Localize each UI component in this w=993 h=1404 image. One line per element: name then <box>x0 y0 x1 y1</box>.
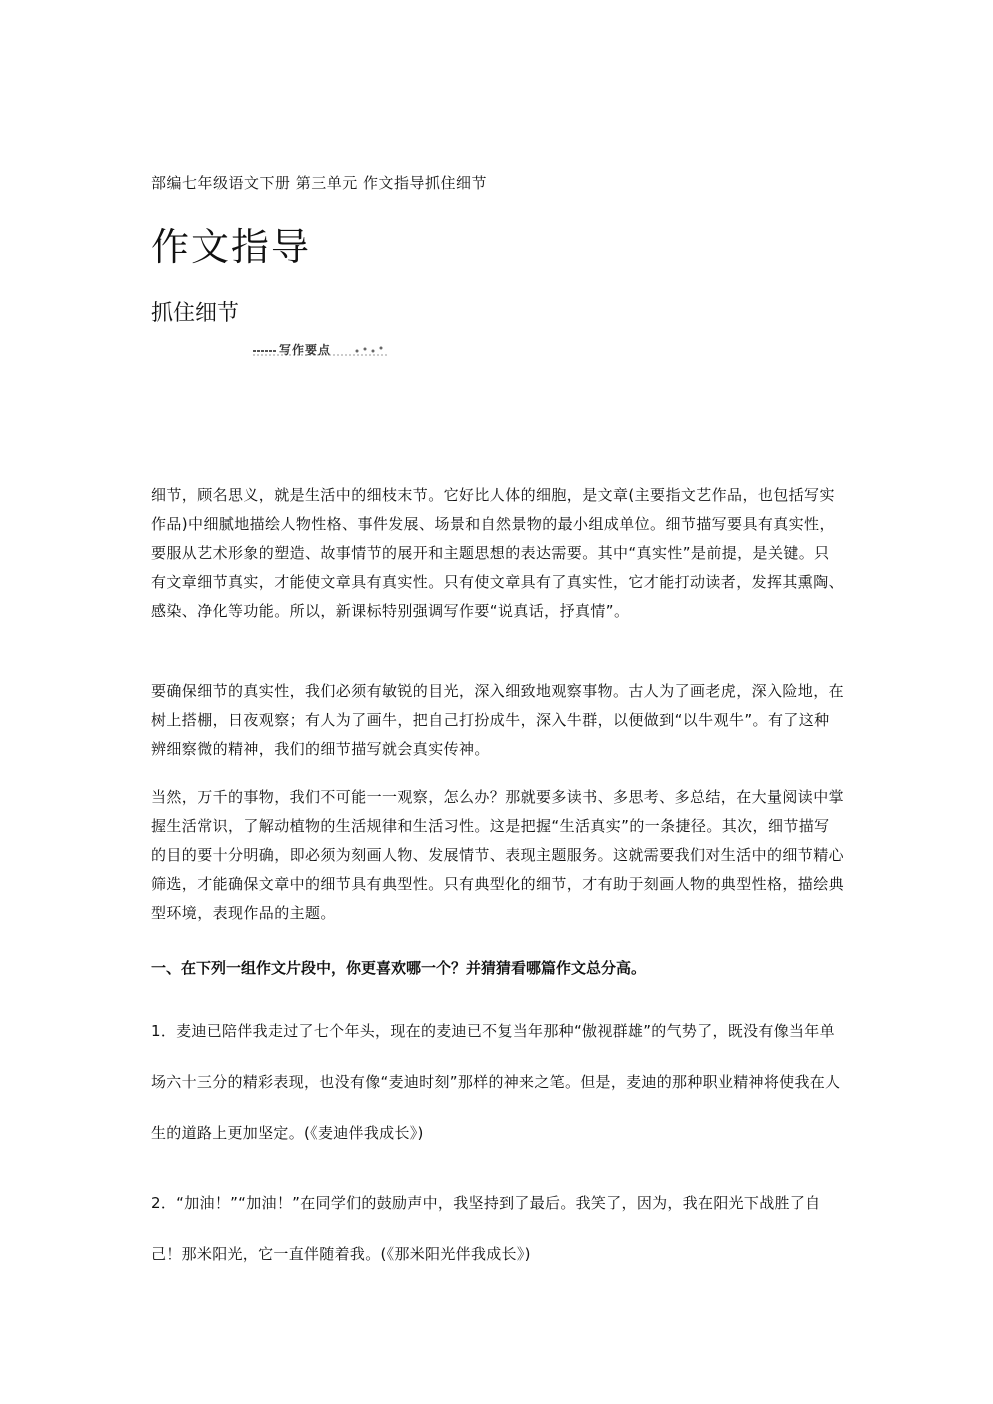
example-1: 1．麦迪已陪伴我走过了七个年头，现在的麦迪已不复当年那种“傲视群雄”的气势了，既没有像当年单场六十三分的精彩表现，也没有像“麦迪时刻”那样的神来之笔。但是，麦迪的那种职业精神将使我在人生的道路上更加坚定。(《麦迪伴我成长》) <box>151 1022 841 1142</box>
document-subtitle: 抓住细节 <box>151 301 240 326</box>
document-header: 部编七年级语文下册 第三单元 作文指导抓住细节 <box>151 174 488 192</box>
example-2: 2．“加油！”“加油！”在同学们的鼓励声中，我坚持到了最后。我笑了，因为，我在阳光下战胜了自己！那米阳光，它一直伴随着我。(《那米阳光伴我成长》) <box>151 1194 821 1263</box>
question-heading: 一、在下列一组作文片段中，你更喜欢哪一个？并猜猜看哪篇作文总分高。 <box>151 959 647 977</box>
paragraph-3: 当然，万千的事物，我们不可能一一观察，怎么办？那就要多读书、多思考、多总结，在大量阅读中掌握生活常识，了解动植物的生活规律和生活习性。这是把握“生活真实”的一条捷径。其次，细节描写的目的要十分明确，即必须为刻画人物、发展情节、表现主题服务。这就需要我们对生活中的细节精心筛选，才能确保文章中的细节具有典型性。只有典型化的细节，才有助于刻画人物的典型性格，描绘典型环境，表现作品的主题。 <box>151 788 845 922</box>
writing-points-banner <box>253 341 387 359</box>
paragraph-1: 细节，顾名思义，就是生活中的细枝末节。它好比人体的细胞，是文章(主要指文艺作品，也包括写实作品)中细腻地描绘人物性格、事件发展、场景和自然景物的最小组成单位。细节描写要具有真实性，要服从艺术形象的塑造、故事情节的展开和主题思想的表达需要。其中“真实性”是前提，是关键。只有文章细节真实，才能使文章具有真实性。只有使文章具有了真实性，它才能打动读者，发挥其熏陶、感染、净化等功能。所以，新课标特别强调写作要“说真话，抒真情”。 <box>151 486 845 620</box>
document-title: 作文指导 <box>151 225 312 269</box>
paragraph-2: 要确保细节的真实性，我们必须有敏锐的目光，深入细致地观察事物。古人为了画老虎，深入险地，在树上搭棚，日夜观察；有人为了画牛，把自己打扮成牛，深入牛群，以便做到“以牛观牛”。有了这种辨细察微的精神，我们的细节描写就会真实传神。 <box>151 682 845 758</box>
banner-label: 写作要点 <box>279 343 332 357</box>
